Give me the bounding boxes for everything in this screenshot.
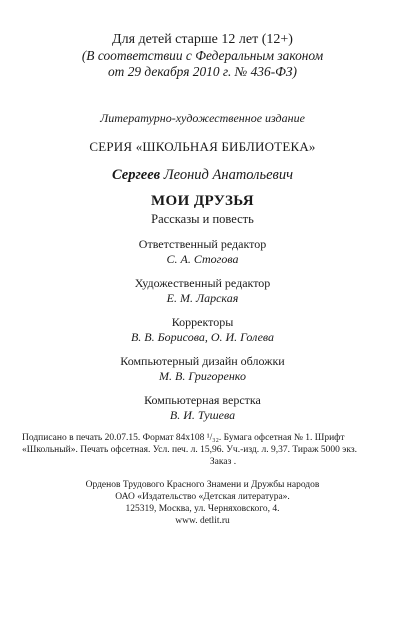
print-specs-line2: «Школьный». Печать офсетная. Усл. печ. л. 15,96. Уч.-изд. л. 9,37. Тираж 5000 экз. — [22, 445, 357, 455]
genre-label: Литературно-художественное издание — [100, 111, 305, 125]
publisher-website: www. detlit.ru — [175, 516, 230, 526]
print-specifications — [22, 432, 390, 468]
book-subtitle: Рассказы и повесть — [151, 212, 254, 226]
age-law-reference-line2: от 29 декабря 2010 г. № 436-ФЗ) — [107, 64, 298, 79]
credit-name-cover-design: М. В. Григоренко — [159, 369, 246, 383]
author-surname: Сергеев — [112, 167, 161, 183]
credit-role-cover-design: Компьютерный дизайн обложки — [120, 354, 285, 368]
credit-role-art-editor: Художественный редактор — [134, 276, 271, 290]
credit-role-executive-editor: Ответственный редактор — [138, 237, 267, 251]
credit-name-proofreaders: В. В. Борисова, О. И. Голева — [130, 330, 275, 344]
series-title: СЕРИЯ «ШКОЛЬНАЯ БИБЛИОТЕКА» — [89, 139, 316, 154]
credit-role-proofreaders: Корректоры — [171, 315, 234, 329]
print-specs-line1: Подписано в печать 20.07.15. Формат 84х108 ¹/₃₂. Бумага офсетная № 1. Шрифт — [22, 433, 345, 443]
credit-name-layout: В. И. Тушева — [169, 408, 236, 422]
author-given-names: Леонид Анатольевич — [163, 167, 293, 183]
book-title: МОИ ДРУЗЬЯ — [150, 193, 255, 209]
author-name — [0, 167, 405, 184]
age-law-reference-line1: (В соответствии с Федеральным законом — [81, 48, 324, 63]
credit-name-executive-editor: С. А. Стогова — [166, 252, 239, 266]
publisher-name: ОАО «Издательство «Детская литература». — [115, 492, 290, 502]
print-order-line: Заказ . — [209, 457, 237, 467]
age-rating-line: Для детей старше 12 лет (12+) — [112, 32, 293, 47]
credit-name-art-editor: Е. М. Ларская — [166, 291, 239, 305]
publisher-awards: Орденов Трудового Красного Знамени и Дружбы народов — [85, 480, 320, 490]
publisher-address: 125319, Москва, ул. Черняховского, 4. — [125, 504, 280, 514]
credit-role-layout: Компьютерная верстка — [144, 393, 261, 407]
